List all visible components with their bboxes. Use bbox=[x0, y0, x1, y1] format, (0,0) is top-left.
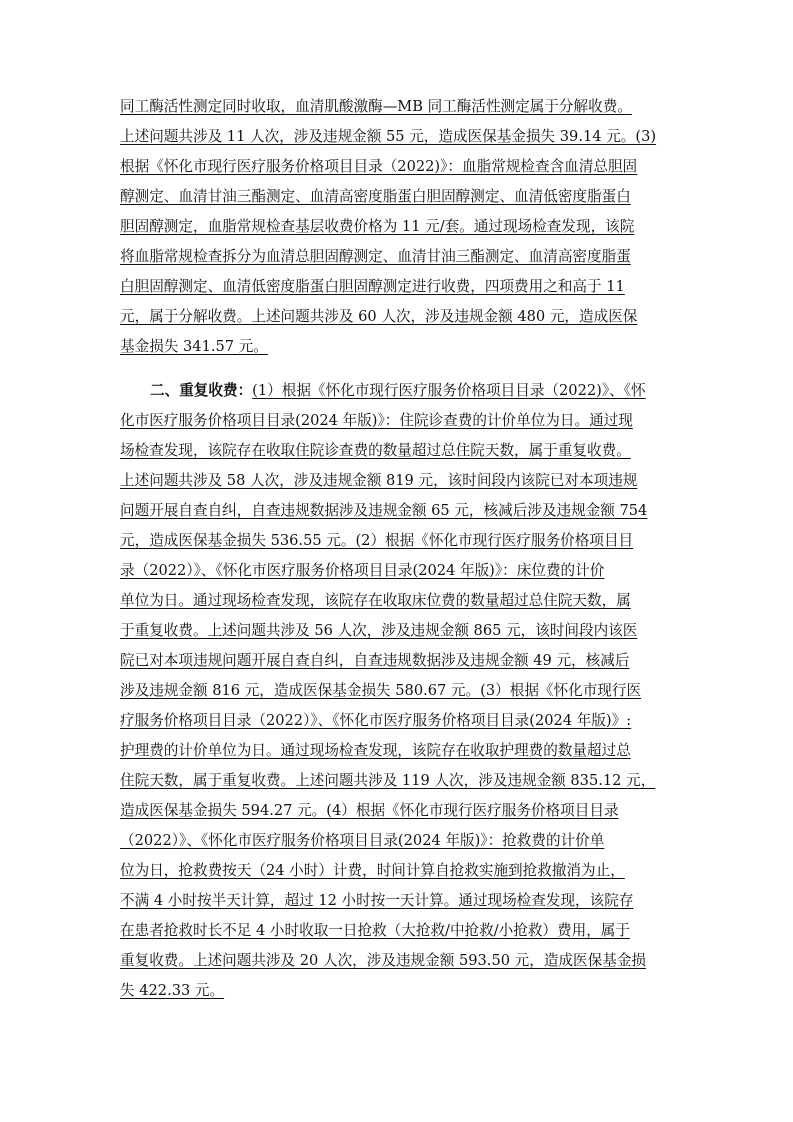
text-line: 将血脂常规检查拆分为血清总胆固醇测定、血清甘油三酯测定、血清高密度脂蛋 bbox=[120, 248, 631, 265]
text-line: 住院天数，属于重复收费。上述问题共涉及 119 人次，涉及违规金额 835.12 元， bbox=[120, 772, 656, 789]
text-line: 失 422.33 元。 bbox=[120, 982, 225, 999]
text-line: 疗服务价格项目目录（2022）》、《怀化市医疗服务价格项目目录(2024 年版)》: bbox=[120, 712, 632, 729]
section-heading: 二、重复收费： bbox=[150, 382, 253, 399]
text-line: 元，属于分解收费。上述问题共涉及 60 人次，涉及违规金额 480 元，造成医保 bbox=[120, 308, 638, 325]
text-line: 问题开展自查自纠，自查违规数据涉及违规金额 65 元，核减后涉及违规金额 754 bbox=[120, 502, 648, 519]
text-line: 于重复收费。上述问题共涉及 56 人次，涉及违规金额 865 元，该时间段内该医 bbox=[120, 622, 638, 639]
text-line: 上述问题共涉及 58 人次，涉及违规金额 819 元，该时间段内该院已对本项违规 bbox=[120, 472, 638, 489]
text-line: 元，造成医保基金损失 536.55 元。(2）根据《怀化市现行医疗服务价格项目目 bbox=[120, 532, 634, 549]
text-line: 重复收费。上述问题共涉及 20 人次，涉及违规金额 593.50 元，造成医保基金损 bbox=[120, 952, 647, 969]
text-line: 醇测定、血清甘油三酯测定、血清高密度脂蛋白胆固醇测定、血清低密度脂蛋白 bbox=[120, 188, 631, 205]
text-line: 白胆固醇测定、血清低密度脂蛋白胆固醇测定进行收费，四项费用之和高于 11 bbox=[120, 278, 625, 295]
text-line: (1）根据《怀化市现行医疗服务价格项目目录（2022)》、《怀 bbox=[252, 382, 646, 399]
text-line: 录（2022）》、《怀化市医疗服务价格项目目录(2024 年版)》：床位费的计价 bbox=[120, 562, 605, 579]
text-line: 化市医疗服务价格项目目录(2024 年版)》：住院诊查费的计价单位为日。通过现 bbox=[120, 412, 633, 429]
text-line: 涉及违规金额 816 元，造成医保基金损失 580.67 元。(3）根据《怀化市现行医 bbox=[120, 682, 642, 699]
text-line: 场检查发现，该院存在收取住院诊查费的数量超过总住院天数，属于重复收费。 bbox=[120, 442, 631, 459]
text-line: 不满 4 小时按半天计算，超过 12 小时按一天计算。通过现场检查发现，该院存 bbox=[120, 892, 634, 909]
text-line: 胆固醇测定，血脂常规检查基层收费价格为 11 元/套。通过现场检查发现，该院 bbox=[120, 218, 635, 235]
text-line: 根据《怀化市现行医疗服务价格项目目录（2022)》：血脂常规检查含血清总胆固 bbox=[120, 158, 638, 175]
text-line: 院已对本项违规问题开展自查自纠，自查违规数据涉及违规金额 49 元，核减后 bbox=[120, 652, 630, 669]
text-line: （2022）》、《怀化市医疗服务价格项目目录(2024 年版)》：抢救费的计价单 bbox=[120, 832, 605, 849]
text-line: 护理费的计价单位为日。通过现场检查发现，该院存在收取护理费的数量超过总 bbox=[120, 742, 631, 759]
text-line: 基金损失 341.57 元。 bbox=[120, 338, 268, 355]
text-line: 同工酶活性测定同时收取，血清肌酸激酶—MB 同工酶活性测定属于分解收费。 bbox=[120, 98, 632, 115]
text-line: 造成医保基金损失 594.27 元。(4）根据《怀化市现行医疗服务价格项目目录 bbox=[120, 802, 619, 819]
text-line: 在患者抢救时长不足 4 小时收取一日抢救（大抢救/中抢救/小抢救）费用，属于 bbox=[120, 922, 630, 939]
text-line: 单位为日。通过现场检查发现，该院存在收取床位费的数量超过总住院天数，属 bbox=[120, 592, 631, 609]
first-line bbox=[150, 376, 646, 406]
text-line: 位为日，抢救费按天（24 小时）计费，时间计算自抢救实施到抢救撤消为止， bbox=[120, 862, 625, 879]
text-line: 上述问题共涉及 11 人次，涉及违规金额 55 元，造成医保基金损失 39.14 元。(3) bbox=[120, 128, 657, 145]
